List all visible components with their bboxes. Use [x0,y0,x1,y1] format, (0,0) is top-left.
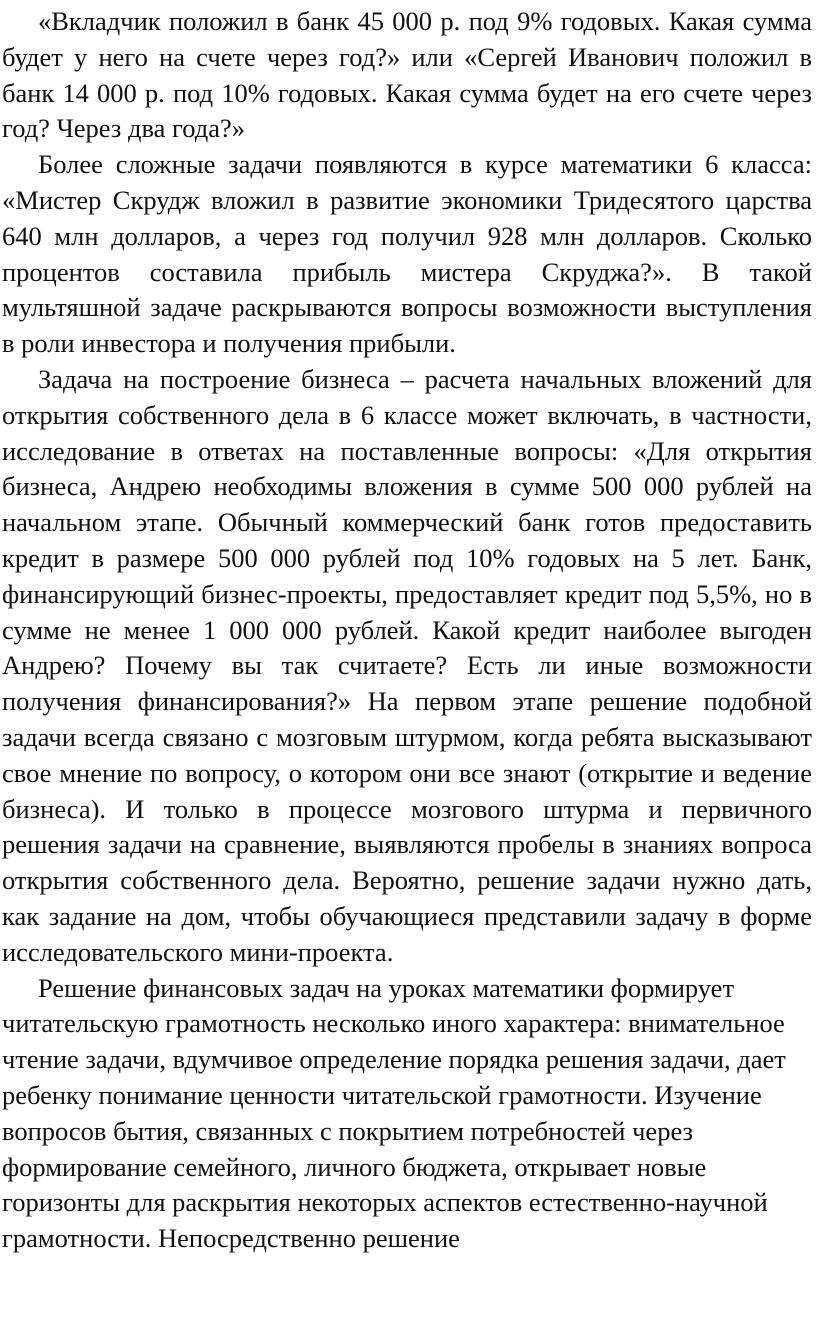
document-page [2,4,812,1257]
paragraph-scrooge-task: Более сложные задачи появляются в курсе математики 6 класса: «Мистер Скрудж вложил в развитие экономики Тридесятого царства 640 млн долларов, а через год получил 928 млн долларов. Сколько процентов составила прибыль мистера Скруджа?». В такой мультяшной задаче раскрываются вопросы возможности выступления в роли инвестора и получения прибыли. [2,149,812,359]
paragraph-deposit-tasks: «Вкладчик положил в банк 45 000 р. под 9% годовых. Какая сумма будет у него на счете через год?» или «Сергей Иванович положил в банк 14 000 р. под 10% годовых. Какая сумма будет на его счете через год? Через два года?» [2,6,812,144]
paragraph-business-task: Задача на построение бизнеса – расчета начальных вложений для открытия собственного дела в 6 классе может включать, в частности, исследование в ответах на поставленные вопросы: «Для открытия бизнеса, Андрею необходимы вложения в сумме 500 000 рублей на начальном этапе. Обычный коммерческий банк готов предоставить кредит в размере 500 000 рублей под 10% годовых на 5 лет. Банк, финансирующий бизнес-проекты, предоставляет кредит под 5,5%, но в сумме не менее 1 000 000 рублей. Какой кредит наиболее выгоден Андрею? Почему вы так считаете? Есть ли иные возможности получения финансирования?» На первом этапе решение подобной задачи всегда связано с мозговым штурмом, когда ребята высказывают свое мнение по вопросу, о котором они все знают (открытие и ведение бизнеса). И только в процессе мозгового штурма и первичного решения задачи на сравнение, выявляются пробелы в знаниях вопроса открытия собственного дела. Вероятно, решение задачи нужно дать, как задание на дом, чтобы обучающиеся представили задачу в форме исследовательского мини-проекта. [2,363,812,967]
paragraph-financial-literacy: Решение финансовых задач на уроках математики формирует читательскую грамотность несколько иного характера: внимательное чтение задачи, вдумчивое определение порядка решения задачи, дает ребенку понимание ценности читательской грамотности. Изучение вопросов бытия, связанных с покрытием потребностей через формирование семейного, личного бюджета, открывает новые горизонты для раскрытия некоторых аспектов естественно-научной грамотности. Непосредственно решение [2,972,786,1254]
